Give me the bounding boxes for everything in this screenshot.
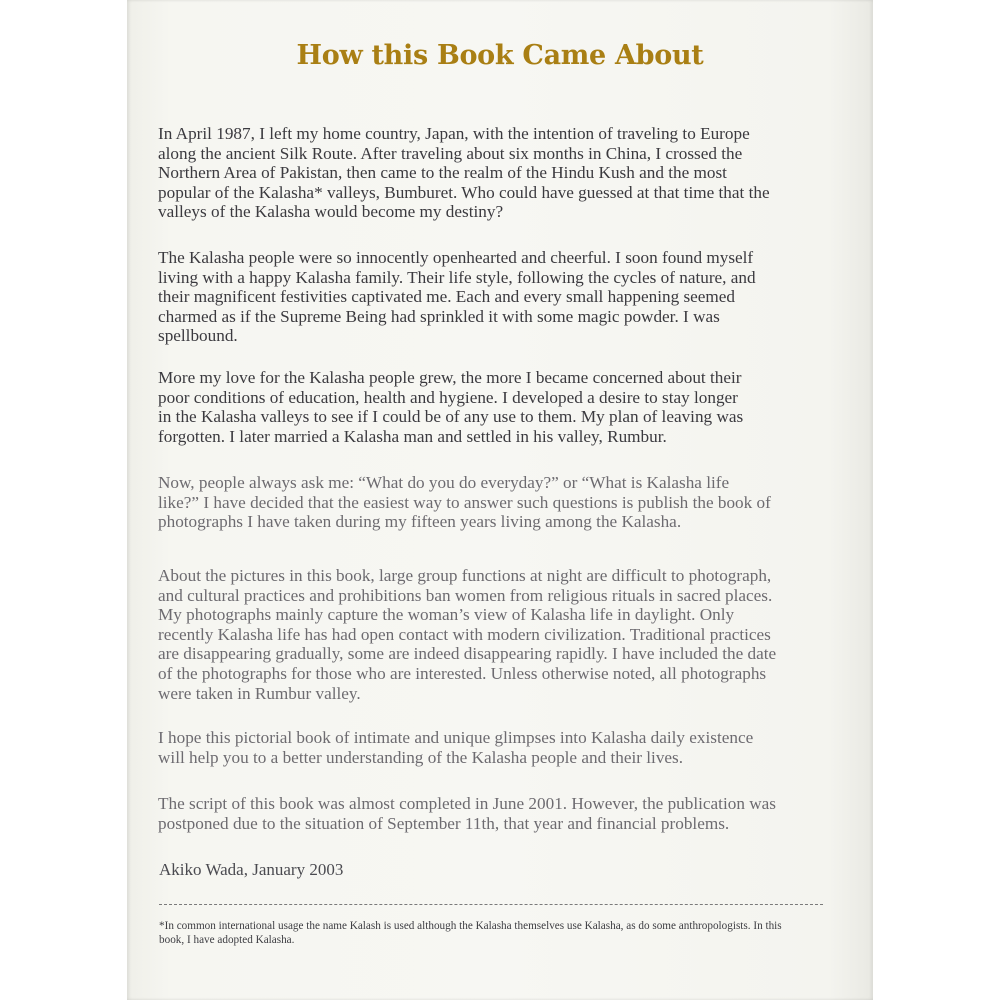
page-title: How this Book Came About (296, 40, 704, 71)
paragraph-script: The script of this book was almost completed in June 2001. However, the publication was postponed due to the situation of September 11th, that year and financial problems. (158, 794, 776, 833)
paragraph-pictures: About the pictures in this book, large group functions at night are difficult to photograph, and cultural practices and prohibitions ban women from religious rituals in sacred places. My photographs mainly capture the woman’s view of Kalasha life in daylight. Only recently Kalasha life has had open contact with modern civilization. Traditional practices are disappearing gradually, some are indeed disappearing rapidly. I have included the date of the photographs for those who are interested. Unless otherwise noted, all photographs were taken in Rumbur valley. (158, 566, 777, 703)
paragraph-questions: Now, people always ask me: “What do you do everyday?” or “What is Kalasha life like?” I have decided that the easiest way to answer such questions is publish the book of photographs I have taken during my fifteen years living among the Kalasha. (158, 473, 771, 532)
footnote-divider (159, 904, 823, 905)
paragraph-concern: More my love for the Kalasha people grew, the more I became concerned about their poor conditions of education, health and hygiene. I developed a desire to stay longer in the Kalasha valleys to see if I could be of any use to them. My plan of leaving was forgotten. I later married a Kalasha man and settled in his valley, Rumbur. (158, 368, 744, 446)
paragraph-hope: I hope this pictorial book of intimate and unique glimpses into Kalasha daily existence will help you to a better understanding of the Kalasha people and their lives. (158, 728, 754, 767)
paragraph-intro: In April 1987, I left my home country, Japan, with the intention of traveling to Europe along the ancient Silk Route. After traveling about six months in China, I crossed the Northern Area of Pakistan, then came to the realm of the Hindu Kush and the most popular of the Kalasha* valleys, Bumburet. Who could have guessed at that time that the valleys of the Kalasha would become my destiny? (158, 124, 770, 222)
book-page (127, 0, 873, 1000)
footnote: *In common international usage the name Kalash is used although the Kalasha themselves use Kalasha, as do some anthropologists. In this book, I have adopted Kalasha. (159, 920, 782, 946)
paragraph-kalasha-people: The Kalasha people were so innocently openhearted and cheerful. I soon found myself living with a happy Kalasha family. Their life style, following the cycles of nature, and their magnificent festivities captivated me. Each and every small happening seemed charmed as if the Supreme Being had sprinkled it with some magic powder. I was spellbound. (158, 248, 756, 346)
author-signature: Akiko Wada, January 2003 (159, 860, 344, 879)
